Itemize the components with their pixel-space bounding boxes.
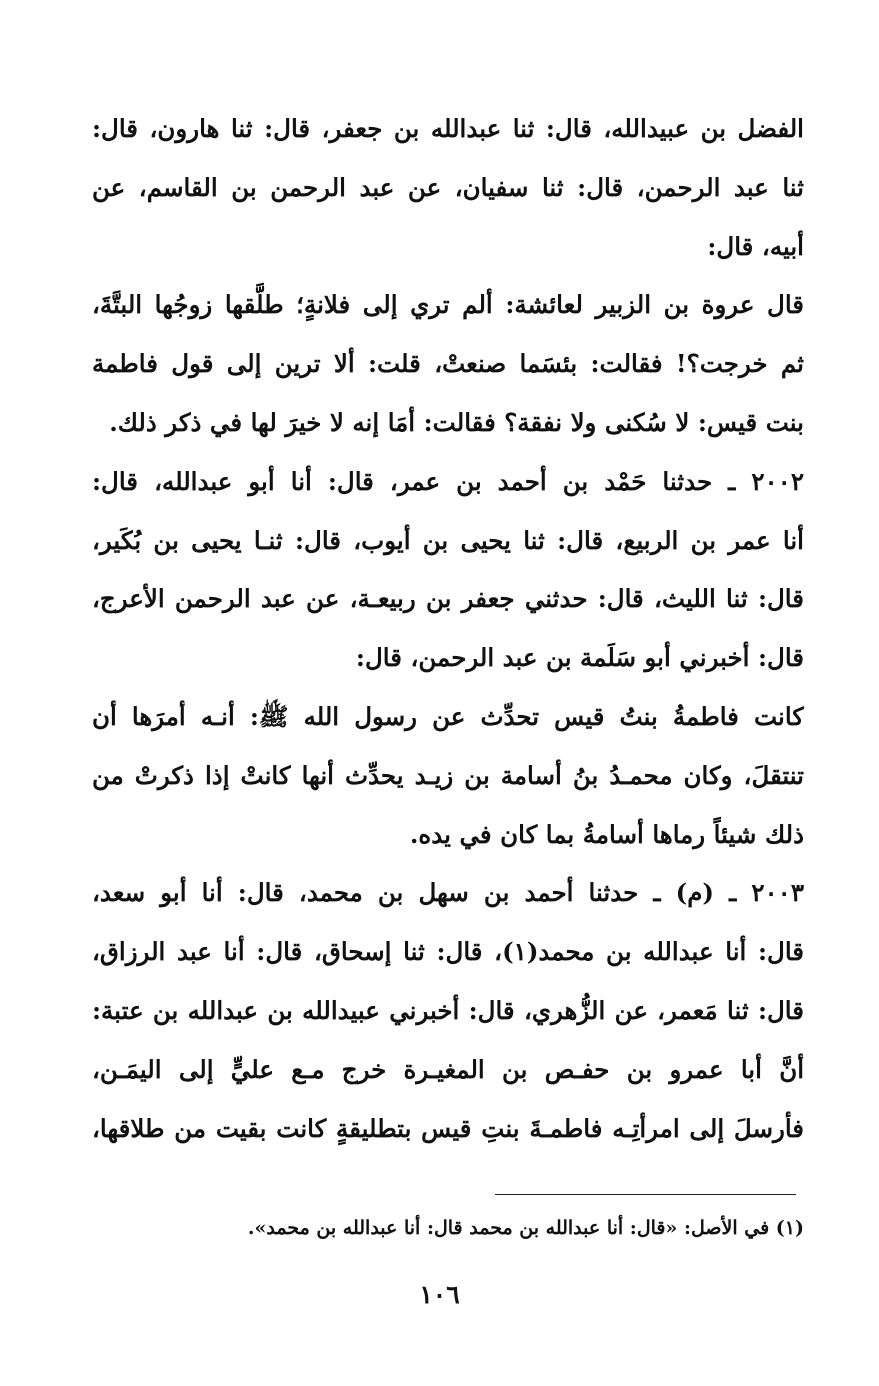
text-line: قال: أنا عبدالله بن محمد(١)، قال: ثنا إسحاق، قال: أنا عبد الرزاق،: [92, 937, 804, 967]
text-line: الفضل بن عبيدالله، قال: ثنا عبدالله بن جعفر، قال: ثنا هارون، قال:: [92, 114, 804, 143]
text-line: قال: أخبرني أبو سَلَمة بن عبد الرحمن، قال:: [355, 643, 804, 673]
main-text: [92, 100, 804, 1158]
page-number: ١٠٦: [419, 1280, 460, 1309]
text-line: ثنا عبد الرحمن، قال: ثنا سفيان، عن عبد الرحمن بن القاسم، عن: [92, 172, 804, 202]
text-line: قال: ثنا مَعمر، عن الزُّهري، قال: أخبرني عبيدالله بن عبدالله بن عتبة:: [92, 995, 804, 1025]
text-line: فأرسلَ إلى امرأتِـه فاطمـةَ بنتِ قيس بتطليقةٍ كانت بقيت من طلاقها،: [92, 1113, 804, 1143]
footnote-divider: [495, 1194, 796, 1195]
text-line: ٢٠٠٢ ـ حدثنا حَمْد بن أحمد بن عمر، قال: أنا أبو عبدالله، قال:: [92, 466, 804, 496]
footnote: (١) في الأصل: «قال: أنا عبدالله بن محمد قال: أنا عبدالله بن محمد».: [247, 1217, 804, 1239]
text-line: أنَّ أبا عمرو بن حفـص بن المغيـرة خرج مـع عليٍّ إلى اليمَـن،: [92, 1054, 804, 1084]
text-line: بنت قيس: لا سُكنى ولا نفقة؟ فقالت: أمَا إنه لا خيرَ لها في ذكر ذلك.: [109, 407, 804, 437]
text-line: قال عروة بن الزبير لعائشة: ألم تري إلى فلانةٍ؛ طلَّقها زوجُها البتَّةَ،: [92, 290, 804, 320]
text-line: أبيه، قال:: [707, 231, 804, 261]
text-line: ثم خرجت؟! فقالت: بئسَما صنعتْ، قلت: ألا ترين إلى قول فاطمة: [92, 349, 804, 379]
text-line: كانت فاطمةُ بنتُ قيس تحدِّث عن رسول الله ﷺ: أنـه أمرَها أن: [92, 701, 804, 731]
text-line: ٢٠٠٣ ـ (م) ـ حدثنا أحمد بن سهل بن محمد، قال: أنا أبو سعد،: [92, 878, 804, 908]
text-line: أنا عمر بن الربيع، قال: ثنا يحيى بن أيوب، قال: ثنـا يحيى بن بُكَير،: [92, 525, 804, 555]
text-line: قال: ثنا الليث، قال: حدثني جعفر بن ربيعـة، عن عبد الرحمن الأعرج،: [92, 584, 804, 614]
text-line: ذلك شيئاً رماها أسامةُ بما كان في يده.: [409, 819, 804, 849]
text-line: تنتقلَ، وكان محمـدُ بنُ أسامة بن زيـد يحدِّث أنها كانتْ إذا ذكرتْ من: [92, 760, 804, 790]
